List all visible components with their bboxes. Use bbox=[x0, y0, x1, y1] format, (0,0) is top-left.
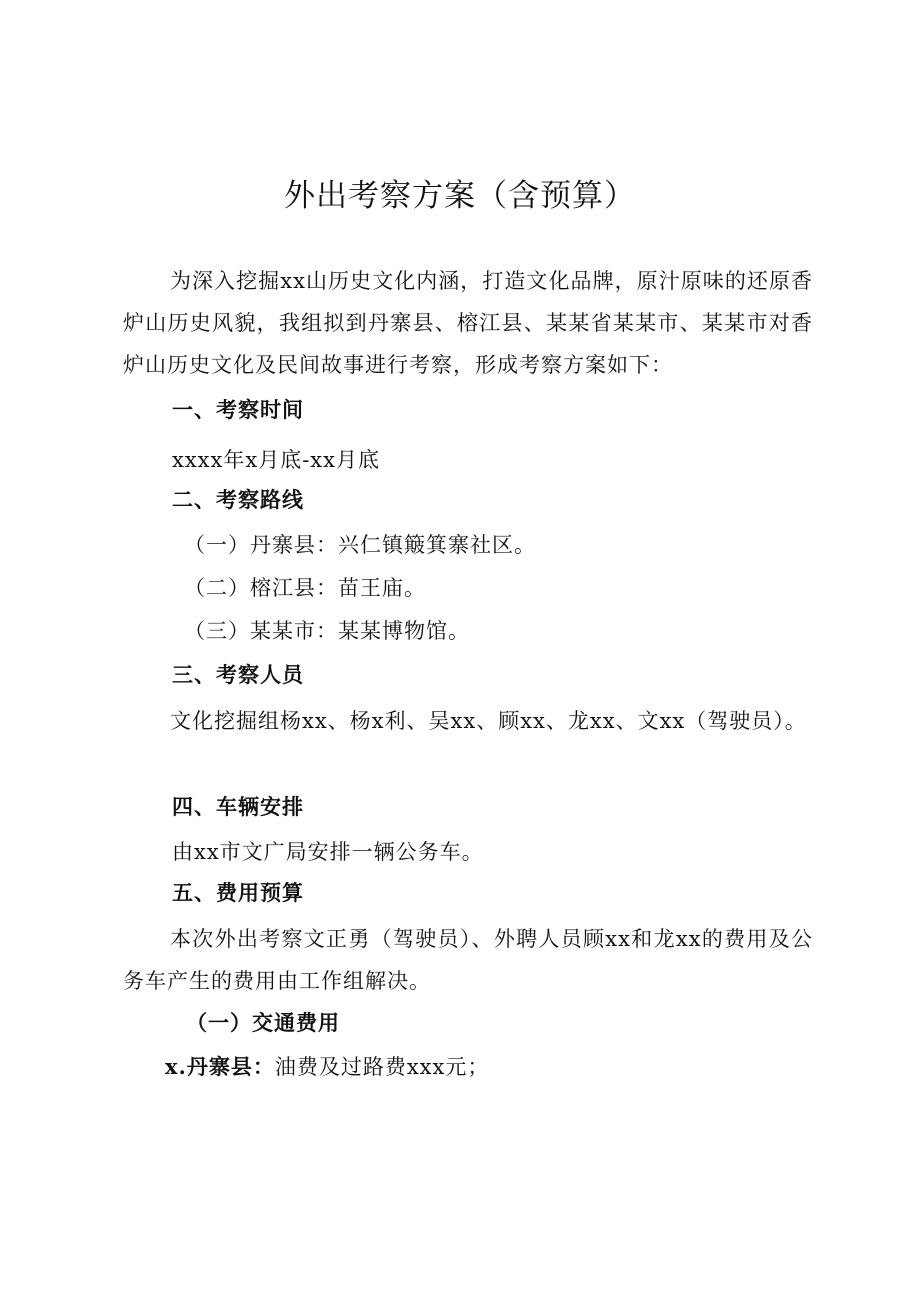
section-heading-budget: 五、费用预算 bbox=[172, 880, 304, 905]
section-heading-time: 一、考察时间 bbox=[172, 397, 304, 422]
intro-paragraph: 为深入挖掘xx山历史文化内涵，打造文化品牌，原汁原味的还原香炉山历史风貌，我组拟到丹寨县、榕江县、某某省某某市、某某市对香炉山历史文化及民间故事进行考察，形成考察方案如下： bbox=[123, 269, 813, 377]
personnel-content: 文化挖掘组杨xx、杨x利、吴xx、顾xx、龙xx、文xx（驾驶员）。 bbox=[170, 709, 807, 733]
route-item: （一）丹寨县：兴仁镇簸箕寨社区。 bbox=[184, 533, 536, 557]
budget-content: 本次外出考察文正勇（驾驶员）、外聘人员顾xx和龙xx的费用及公务车产生的费用由工作组解决。 bbox=[123, 927, 813, 993]
section-heading-route: 二、考察路线 bbox=[172, 487, 304, 512]
transport-heading: （一）交通费用 bbox=[186, 1010, 340, 1035]
document-title: 外出考察方案（含预算） bbox=[284, 178, 636, 214]
transport-item bbox=[165, 1052, 489, 1082]
route-item: （三）某某市：某某博物馆。 bbox=[184, 619, 470, 643]
route-item: （二）榕江县：苗王庙。 bbox=[184, 576, 426, 600]
section-heading-personnel: 三、考察人员 bbox=[172, 662, 304, 687]
vehicle-content: 由xx市文广局安排一辆公务车。 bbox=[172, 840, 484, 864]
transport-item-value: 油费及过路费xxx元； bbox=[274, 1055, 490, 1079]
section-heading-vehicle: 四、车辆安排 bbox=[172, 794, 304, 819]
transport-item-label: x.丹寨县： bbox=[165, 1054, 275, 1079]
time-content: xxxx年x月底-xx月底 bbox=[172, 448, 380, 472]
